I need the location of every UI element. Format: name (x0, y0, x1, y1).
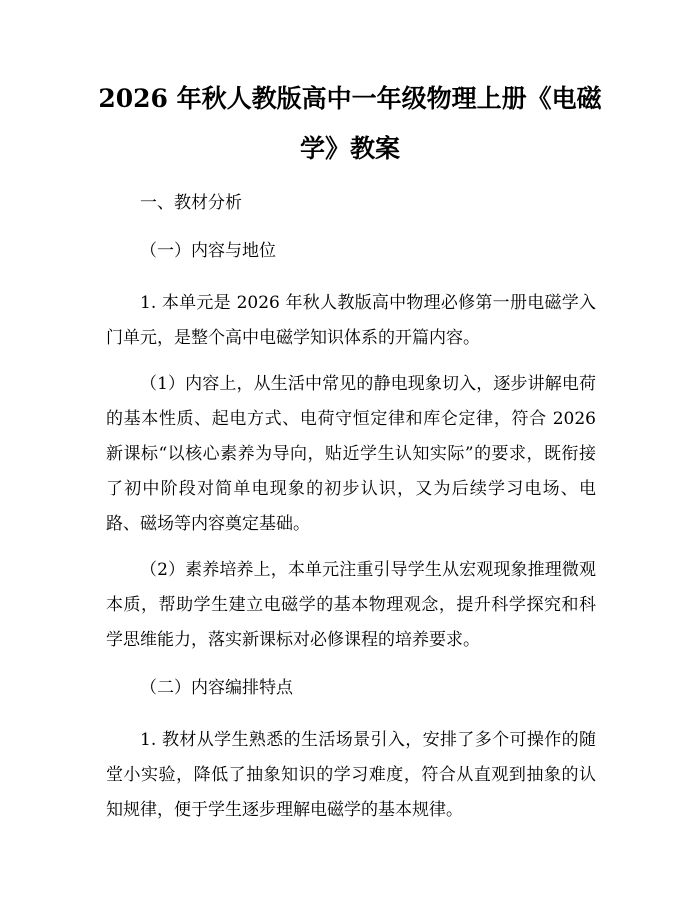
subsection-heading-content-and-status: （一）内容与地位 (140, 241, 276, 261)
section-heading-teaching-material-analysis: 一、教材分析 (140, 193, 242, 213)
document-title-line2: 学》教案 (299, 134, 400, 163)
paragraph-literacy-cultivation: （2）素养培养上，本单元注重引导学生从宏观现象推理微观本质，帮助学生建立电磁学的基本物理观念，提升科学探究和科学思维能力，落实新课标对必修课程的培养要求。 (106, 560, 596, 650)
document-title-line1: 2026 年秋人教版高中一年级物理上册《电磁 (98, 84, 602, 113)
subsection-heading-content-arrangement: （二）内容编排特点 (140, 678, 293, 698)
paragraph-unit-overview: 1. 本单元是 2026 年秋人教版高中物理必修第一册电磁学入门单元，是整个高中电磁学知识体系的开篇内容。 (106, 293, 596, 348)
paragraph-textbook-features: 1. 教材从学生熟悉的生活场景引入，安排了多个可操作的随堂小实验，降低了抽象知识的学习难度，符合从直观到抽象的认知规律，便于学生逐步理解电磁学的基本规律。 (106, 730, 596, 820)
paragraph-content-description: （1）内容上，从生活中常见的静电现象切入，逐步讲解电荷的基本性质、起电方式、电荷守恒定律和库仑定律，符合 2026 新课标“以核心素养为导向，贴近学生认知实际”的要求，既衔接了初中阶段对简单电现象的初步认识，又为后续学习电场、电路、磁场等内容奠定基础。 (106, 374, 596, 534)
